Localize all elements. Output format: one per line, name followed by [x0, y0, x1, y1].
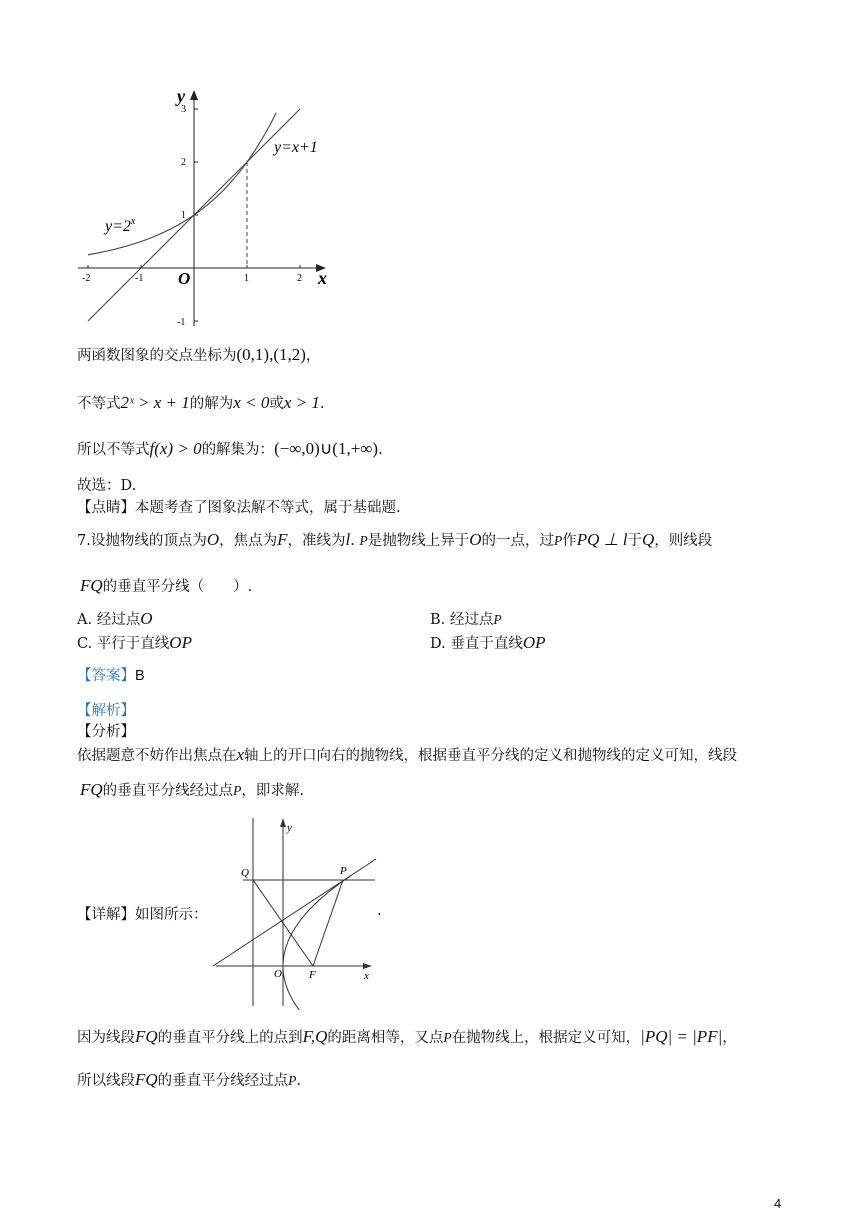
conclusion-line: 所以线段FQ的垂直平分线经过点P. [77, 1070, 302, 1089]
point-Q-label: Q [241, 867, 249, 879]
comment-line: 【点睛】本题考查了图象法解不等式，属于基础题. [77, 500, 401, 516]
answer-line: 【答案】B [77, 668, 145, 684]
x-tick-label: 2 [297, 273, 302, 284]
detail-dot: . [377, 903, 382, 919]
x-tick-label: -2 [82, 273, 91, 284]
option-b[interactable]: B. 经过点P [430, 612, 502, 628]
y-label: y [287, 822, 292, 834]
because-line: 因为线段FQ的垂直平分线上的点到F,Q的距离相等，又点P在抛物线上，根据定义可知，|PQ| = |PF|， [77, 1027, 737, 1046]
fenxi-line2: FQ的垂直平分线经过点P，即求解. [80, 780, 305, 799]
x-tick-label: 1 [244, 273, 249, 284]
choice-line: 故选：D. [77, 478, 137, 494]
y-tick-label: 1 [181, 210, 186, 221]
x-label: x [364, 970, 369, 982]
option-c[interactable]: C. 平行于直线OP [77, 633, 192, 652]
intersection-line: 两函数图象的交点坐标为(0,1),(1,2)， [77, 345, 321, 364]
question-7-line1: 7.设抛物线的顶点为O，焦点为F，准线为l. P是抛物线上异于O的一点，过P作PQ ⊥ l于Q，则线段 [77, 530, 713, 549]
solution-set-line: 所以不等式f(x) > 0的解集为：(−∞,0)∪(1,+∞). [77, 439, 383, 458]
y-tick-label: 2 [181, 157, 186, 168]
page-number: 4 [774, 1196, 782, 1211]
fenxi-tag: 【分析】 [77, 724, 135, 740]
inequality-line: 不等式2ˣ > x + 1的解为x < 0或x > 1. [77, 393, 325, 412]
y-axis-label: y [177, 86, 185, 106]
question-7-line2: FQ的垂直平分线（ ）. [80, 576, 253, 595]
detail-line: 【详解】如图所示： [77, 907, 208, 923]
option-d[interactable]: D. 垂直于直线OP [430, 633, 546, 652]
x-axis-label: x [318, 268, 327, 288]
point-P-label: P [340, 865, 347, 877]
option-a[interactable]: A. 经过点O [77, 609, 153, 628]
perpendicular-bisector [213, 859, 376, 966]
graph-parabola [210, 814, 382, 1010]
curve-label: $y=2^x$ [105, 216, 136, 235]
point-O-label: O [274, 968, 282, 980]
y-tick-label: -1 [177, 317, 186, 328]
fenxi-line1: 依据题意不妨作出焦点在x轴上的开口向右的抛物线，根据垂直平分线的定义和抛物线的定义可知，线段 [77, 745, 738, 764]
x-tick-label: -1 [135, 273, 144, 284]
point-F-label: F [309, 969, 316, 981]
line-label: y=x+1 [274, 139, 318, 156]
y-tick-label: 3 [181, 104, 186, 115]
analysis-tag: 【解析】 [77, 703, 135, 719]
graph-exp-vs-line [70, 68, 340, 330]
y-axis-arrow [190, 90, 198, 100]
parabola [283, 876, 350, 1010]
origin-label: O [178, 269, 191, 288]
